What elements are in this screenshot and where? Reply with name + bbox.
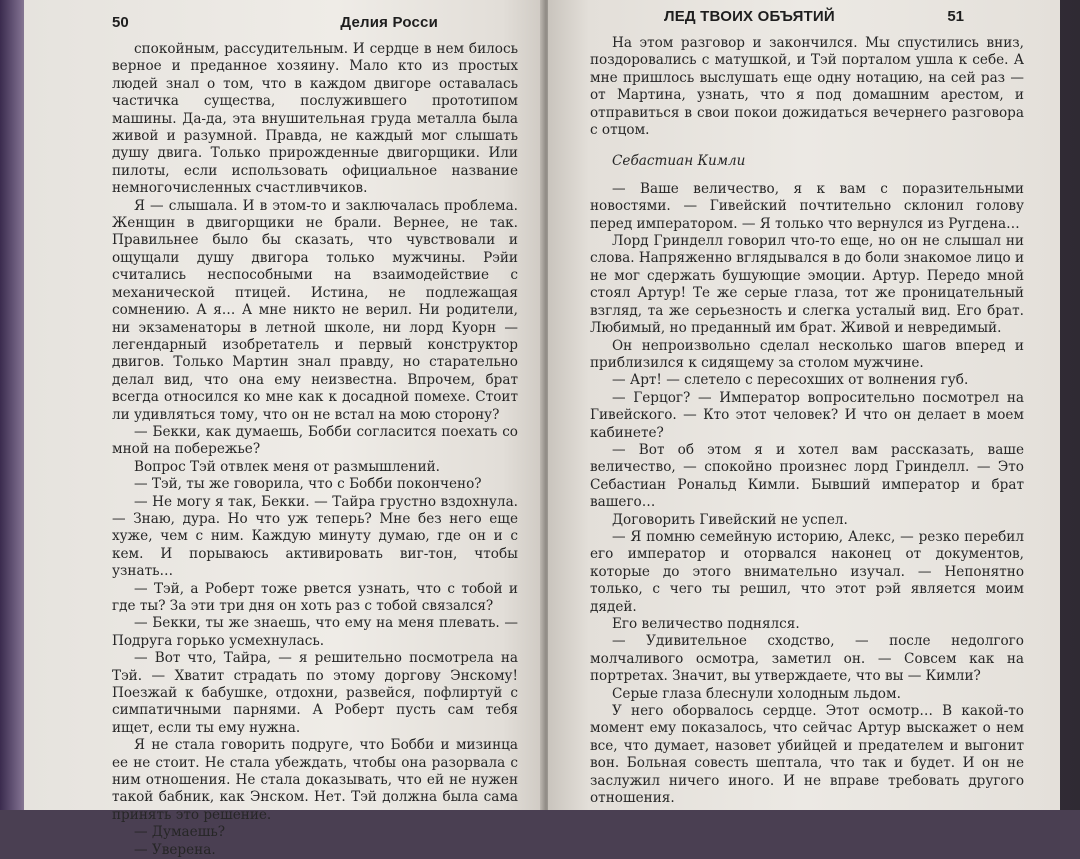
left-page [24,0,544,858]
running-head-title: ЛЕД ТВОИХ ОБЪЯТИЙ [664,8,835,25]
paragraph: Серые глаза блеснули холодным льдом. [612,685,901,702]
paragraph: Лорд Гринделл говорил что-то еще, но он не слышал ни слова. Напряженно вглядывался в до боли знакомое лицо и не мог сдержать бушующие эмоции. Артур. Передо мной стоял Артур! Те же серые глаза, тот же проницательный взгляд, та же серьезность и слегка усталый вид. Его брат. Любимый, но преданный им брат. Живой и невредимый. [590,233,1025,337]
paragraph: — Вот об этом я и хотел вам рассказать, ваше величество, — спокойно произнес лорд Гринделл. — Это Себастиан Рональд Кимли. Бывший император и брат вашего… [590,441,1024,511]
paragraph: — Герцог? — Император вопросительно посмотрел на Гивейского. — Кто этот человек? И что он делает в моем кабинете? [590,389,1024,441]
paragraph: — Арт! — слетело с пересохших от волнения губ. [612,372,969,389]
paragraph: — Ваше величество, я к вам с поразительными новостями. — Гивейский почтительно склонил голову перед императором. — Я только что вернулся из Ругдена… [590,180,1024,232]
paragraph: Вопрос Тэй отвлек меня от размышлений. [134,458,441,475]
right-page-text [590,35,1024,807]
paragraph: — Я помню семейную историю, Алекс, — резко перебил его император и оторвался наконец от документов, которые до этого внимательно изучал. — Непонятно только, с чего ты решил, что этот рэй является моим дядей. [590,528,1024,615]
left-page-header [112,14,518,31]
paragraph: — Бекки, как думаешь, Бобби согласится поехать со мной на побережье? [112,423,518,458]
paragraph: Он непроизвольно сделал несколько шагов вперед и приблизился к сидящему за столом мужчине. [590,337,1024,371]
paragraph: Договорить Гивейский не успел. [612,511,848,528]
paragraph: У него оборвалось сердце. Этот осмотр… В какой-то момент ему показалось, что сейчас Артур выскажет о нем все, что думает, назовет убийцей и предателем и выгонит вон. Больная совесть шептала, что так и будет. И он не заслужил ничего иного. И не вправе требовать другого отношения. [590,703,1024,807]
paragraph: — Вот что, Тайра, — я решительно посмотрела на Тэй. — Хватит страдать по этому доргову Энскому! Поезжай к бабушке, отдохни, развейся, пофлиртуй с симпатичными парнями. А Роберт пусть сам тебя ищет, если ты ему нужна. [112,650,518,736]
page-number-right: 51 [947,8,964,25]
paragraph: — Не могу я так, Бекки. — Тайра грустно вздохнула. — Знаю, дура. Но что уж теперь? Мне без него еще хуже, чем с ним. Каждую минуту думаю, где он и с кем. И порываюсь активировать виг-тон, чтобы узнать… [112,493,518,580]
paragraph: — Уверена. [134,841,216,858]
paragraph: — Бекки, ты же знаешь, что ему на меня плевать. — Подруга горько усмехнулась. [112,615,518,649]
right-page [548,0,1060,810]
left-page-text [112,41,518,859]
running-head-author: Делия Росси [340,14,438,31]
page-number-left: 50 [112,14,129,31]
paragraph: — Тэй, а Роберт тоже рвется узнать, что с тобой и где ты? За эти три дня он хоть раз с тобой связался? [112,580,518,614]
right-page-header [590,8,1024,25]
section-heading: Себастиан Кимли [612,153,746,170]
paragraph: — Думаешь? [134,824,226,841]
paragraph: спокойным, рассудительным. И сердце в нем билось верное и преданное хозяину. Мало кто из простых людей знал о том, что в каждом двигоре оставалась частичка существа, послужившего прототипом машины. Да-да, эта внушительная груда металла была живой и разумной. Правда, не каждый мог слышать душу двига. Только прирожденные двигорщики. Или пилоты, если использовать официальное название немногочисленных счастливчиков. [112,41,518,197]
paragraph: — Удивительное сходство, — после недолгого молчаливого осмотра, заметил он. — Совсем как на портретах. Значит, вы утверждаете, что вы — Кимли? [590,633,1024,685]
paragraph: На этом разговор и закончился. Мы спустились вниз, поздоровались с матушкой, и Тэй порталом ушла к себе. А мне пришлось выслушать еще одну нотацию, на сей раз — от Мартина, узнать, что я под домашним арестом, и отправиться в свои покои дожидаться вечернего разговора с отцом. [590,35,1024,139]
paragraph: Его величество поднялся. [612,616,800,632]
paragraph: — Тэй, ты же говорила, что с Бобби покончено? [134,476,482,493]
paragraph: Я не стала говорить подруге, что Бобби и мизинца ее не стоит. Не стала убеждать, чтобы она разорвала с ним отношения. Не стала доказывать, что ей не нужен такой бабник, как Энском. Нет. Тэй должна была сама принять это решение. [112,737,518,823]
paragraph: Я — слышала. И в этом-то и заключалась проблема. Женщин в двигорщики не брали. Вернее, не так. Правильнее было бы сказать, что чувствовали и ощущали душу двигора только мужчины. Рэйи считались неспособными на взаимодействие с механической птицей. Истина, не подлежащая сомнению. А я… А мне никто не верил. Ни родители, ни экзаменаторы в летной школе, ни лорд Куорн — легендарный изобретатель и первый конструктор двигов. Только Мартин знал правду, но старательно делал вид, что она ему неизвестна. Впрочем, брат всегда относился ко мне как к досадной помехе. Стоит ли удивляться тому, что он не встал на мою сторону? [112,197,518,423]
